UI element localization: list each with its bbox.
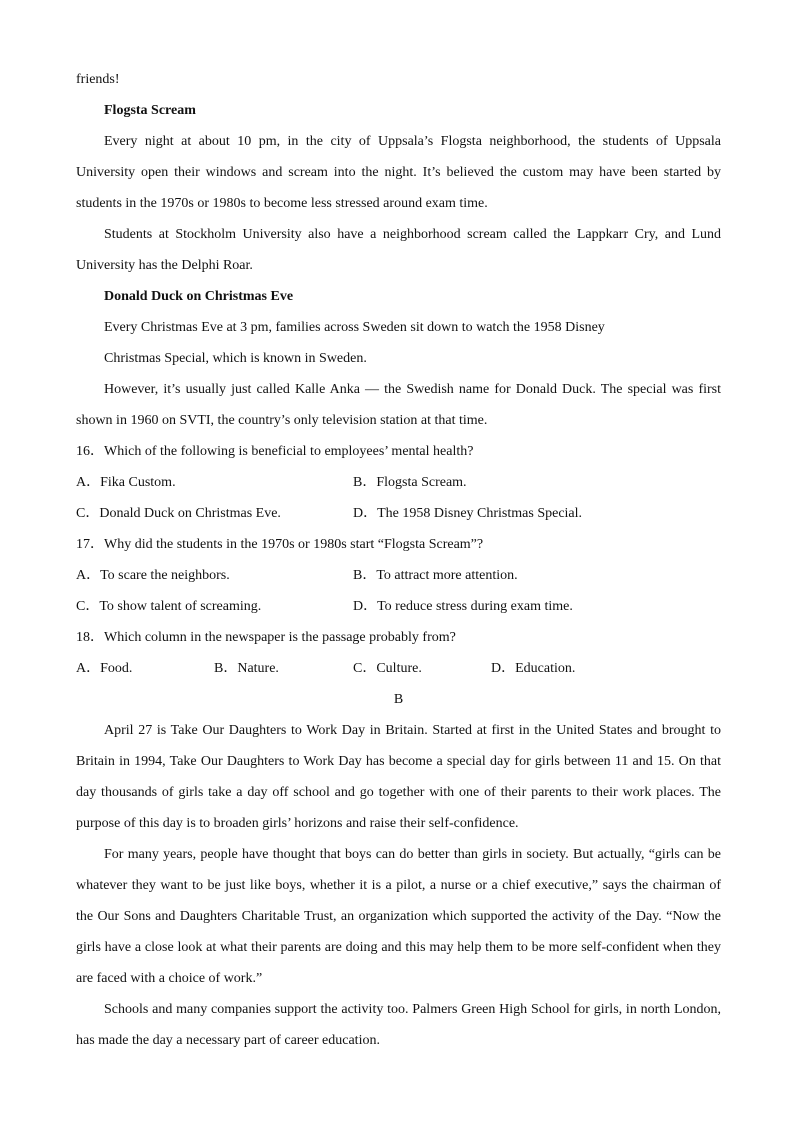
- question-18-option-c: C．Culture.: [353, 661, 422, 676]
- question-16-option-b: B．Flogsta Scream.: [353, 475, 467, 490]
- text-line: day thousands of girls take a day off school and go together with one of their parents to their work places. The: [76, 785, 721, 800]
- text-line: Christmas Special, which is known in Sweden.: [104, 351, 367, 366]
- text-line: friends!: [76, 72, 120, 87]
- text-line: shown in 1960 on SVTI, the country’s only television station at that time.: [76, 413, 488, 428]
- text-line: Britain in 1994, Take Our Daughters to Work Day has become a special day for girls between 11 and 15. On that: [76, 754, 721, 769]
- question-18-option-d: D．Education.: [491, 661, 576, 676]
- text-line: whatever they want to be just like boys, whether it is a pilot, a nurse or a chief executive,” says the chairman of: [76, 878, 721, 893]
- question-18-stem: 18．Which column in the newspaper is the passage probably from?: [76, 630, 456, 645]
- question-18-option-b: B．Nature.: [214, 661, 279, 676]
- page-content: [76, 64, 721, 1056]
- question-17-option-c: C．To show talent of screaming.: [76, 599, 262, 614]
- question-17-options-row-1: [76, 560, 721, 591]
- text-line: are faced with a choice of work.”: [76, 971, 263, 986]
- text-line: University has the Delphi Roar.: [76, 258, 253, 273]
- passage-b-label: B: [393, 692, 404, 707]
- question-17-stem: 17．Why did the students in the 1970s or 1980s start “Flogsta Scream”?: [76, 537, 484, 552]
- question-17-option-a: A．To scare the neighbors.: [76, 568, 230, 583]
- question-17-options-row-2: [76, 591, 721, 622]
- text-line: Every night at about 10 pm, in the city of Uppsala’s Flogsta neighborhood, the students of Uppsala: [104, 134, 721, 149]
- question-18-options-row: [76, 653, 721, 684]
- text-line: April 27 is Take Our Daughters to Work Day in Britain. Started at first in the United States and brought to: [104, 723, 721, 738]
- text-line: girls have a close look at what their parents are doing and this may help them to be more self-confident when they: [76, 940, 721, 955]
- question-16-options-row-2: [76, 498, 721, 529]
- text-line: For many years, people have thought that boys can do better than girls in society. But actually, “girls can be: [104, 847, 721, 862]
- section-heading-donald-duck: Donald Duck on Christmas Eve: [104, 289, 294, 304]
- question-16-option-a: A．Fika Custom.: [76, 475, 176, 490]
- text-line: Schools and many companies support the activity too. Palmers Green High School for girls, in north London,: [104, 1002, 721, 1017]
- question-16-option-c: C．Donald Duck on Christmas Eve.: [76, 506, 281, 521]
- question-16-options-row-1: [76, 467, 721, 498]
- text-line: Students at Stockholm University also have a neighborhood scream called the Lappkarr Cry, and Lund: [104, 227, 721, 242]
- text-line: University open their windows and scream into the night. It’s believed the custom may have been started by: [76, 165, 721, 180]
- question-17-option-b: B．To attract more attention.: [353, 568, 518, 583]
- question-18-option-a: A．Food.: [76, 661, 133, 676]
- question-17-option-d: D．To reduce stress during exam time.: [353, 599, 573, 614]
- text-line: However, it’s usually just called Kalle Anka — the Swedish name for Donald Duck. The special was first: [104, 382, 721, 397]
- question-16-option-d: D．The 1958 Disney Christmas Special.: [353, 506, 583, 521]
- text-line: purpose of this day is to broaden girls’ horizons and raise their self-confidence.: [76, 816, 519, 831]
- text-line: has made the day a necessary part of career education.: [76, 1033, 380, 1048]
- text-line: students in the 1970s or 1980s to become less stressed around exam time.: [76, 196, 488, 211]
- question-16-stem: 16．Which of the following is beneficial to employees’ mental health?: [76, 444, 474, 459]
- text-line: the Our Sons and Daughters Charitable Trust, an organization which supported the activity of the Day. “Now the: [76, 909, 721, 924]
- section-heading-flogsta: Flogsta Scream: [104, 103, 196, 118]
- text-line: Every Christmas Eve at 3 pm, families across Sweden sit down to watch the 1958 Disney: [104, 320, 605, 335]
